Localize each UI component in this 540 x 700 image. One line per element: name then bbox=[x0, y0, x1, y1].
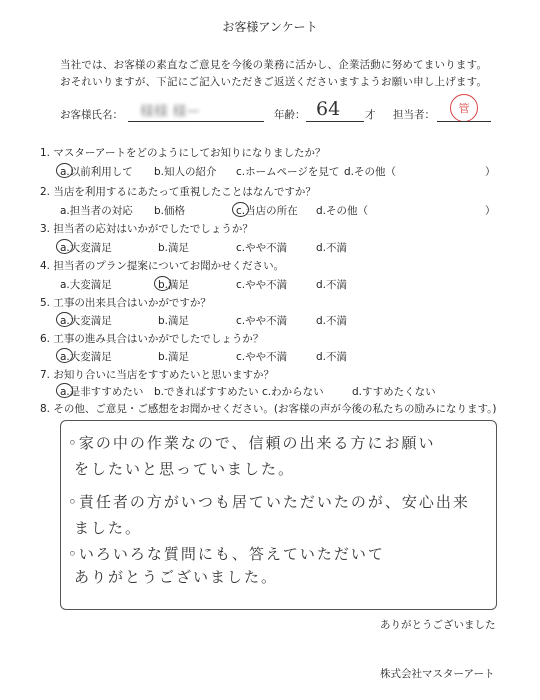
q6-option-b[interactable]: b.満足 bbox=[158, 351, 190, 363]
q6-option-c[interactable]: c.やや不満 bbox=[236, 351, 288, 363]
q1-option-d[interactable]: d.その他（ bbox=[344, 166, 397, 178]
comment-line-2: をしたいと思っていました。 bbox=[74, 460, 296, 478]
comment-line-6: ありがとうございました。 bbox=[74, 568, 279, 586]
comment-line-1: ◦家の中の作業なので、信頼の出来る方にお願い bbox=[68, 434, 436, 452]
q1-closing-paren: ） bbox=[485, 166, 496, 178]
q1-option-c[interactable]: c.ホームページを見て bbox=[236, 166, 340, 178]
q4-option-c[interactable]: c.やや不満 bbox=[236, 279, 288, 291]
q2-option-d[interactable]: d.その他（ bbox=[316, 205, 369, 217]
question-8: 8. その他、ご意見・ご感想をお聞かせください。(お客様の声が今後の私たちの励みになります。) bbox=[40, 403, 497, 415]
q3-option-b[interactable]: b.満足 bbox=[158, 242, 190, 254]
q2-closing-paren: ） bbox=[485, 205, 496, 217]
survey-title: お客様アンケート bbox=[222, 20, 318, 34]
q5-option-a[interactable]: a.大変満足 bbox=[60, 315, 112, 327]
question-1: 1. マスターアートをどのようにしてお知りになりましたか？ bbox=[40, 147, 326, 159]
staff-label: 担当者： bbox=[393, 109, 435, 121]
q3-option-c[interactable]: c.やや不満 bbox=[236, 242, 288, 254]
q3-option-a[interactable]: a.大変満足 bbox=[60, 242, 112, 254]
age-value: 64 bbox=[316, 98, 341, 120]
q2-option-b[interactable]: b.価格 bbox=[154, 205, 186, 217]
age-label: 年齢： bbox=[274, 109, 306, 121]
q6-selection-circle bbox=[56, 348, 73, 363]
q3-option-d[interactable]: d.不満 bbox=[316, 242, 348, 254]
q6-option-a[interactable]: a.大変満足 bbox=[60, 351, 112, 363]
customer-name-label: お客様氏名： bbox=[60, 109, 123, 121]
comment-line-4: ました。 bbox=[74, 519, 143, 537]
intro-line-1: 当社では、お客様の素直なご意見を今後の業務に活かし、企業活動に努めてまいります。 bbox=[60, 59, 488, 71]
age-unit: 才 bbox=[365, 109, 376, 121]
q5-option-c[interactable]: c.やや不満 bbox=[236, 315, 288, 327]
question-4: 4. 担当者のプラン提案についてお聞かせください。 bbox=[40, 260, 285, 272]
question-3: 3. 担当者の応対はいかがでしたでしょうか？ bbox=[40, 223, 253, 235]
q2-option-a[interactable]: a.担当者の対応 bbox=[60, 205, 133, 217]
q4-option-b[interactable]: b.満足 bbox=[158, 279, 190, 291]
q7-option-d[interactable]: d.すすめたくない bbox=[352, 386, 436, 398]
question-2: 2. 当店を利用するにあたって重視したことはなんですか？ bbox=[40, 186, 316, 198]
q7-option-b[interactable]: b.できればすすめたい bbox=[154, 386, 259, 398]
thanks-text: ありがとうございました bbox=[380, 619, 496, 631]
question-6: 6. 工事の進み具合はいかがでしたでしょうか？ bbox=[40, 333, 264, 345]
q7-selection-circle bbox=[56, 383, 73, 398]
q7-option-c[interactable]: c.わからない bbox=[262, 386, 324, 398]
q1-option-a[interactable]: a.以前利用して bbox=[60, 166, 133, 178]
comment-line-5: ◦いろいろな質問にも、答えていただいて bbox=[68, 545, 385, 563]
customer-name-value: 様様 様ー bbox=[140, 104, 201, 120]
q1-option-b[interactable]: b.知人の紹介 bbox=[154, 166, 217, 178]
q3-selection-circle bbox=[56, 239, 73, 254]
q4-selection-circle bbox=[154, 276, 171, 291]
question-5: 5. 工事の出来具合はいかがですか？ bbox=[40, 297, 211, 309]
q4-option-d[interactable]: d.不満 bbox=[316, 279, 348, 291]
q5-option-d[interactable]: d.不満 bbox=[316, 315, 348, 327]
q4-option-a[interactable]: a.大変満足 bbox=[60, 279, 112, 291]
intro-line-2: おそれいりますが、下記にご記入いただきご返送くださいますようお願い申し上げます。 bbox=[60, 76, 488, 88]
q7-option-a[interactable]: a.是非すすめたい bbox=[60, 386, 144, 398]
q1-selection-circle bbox=[56, 163, 73, 178]
company-name: 株式会社マスターアート bbox=[380, 668, 495, 680]
q2-option-c[interactable]: c.当店の所在 bbox=[236, 205, 298, 217]
staff-stamp: 管 bbox=[450, 94, 478, 122]
comment-line-3: ◦責任者の方がいつも居ていただいたのが、安心出来 bbox=[68, 493, 470, 511]
question-7: 7. お知り合いに当店をすすめたいと思いますか？ bbox=[40, 369, 274, 381]
q5-selection-circle bbox=[56, 312, 73, 327]
q2-selection-circle bbox=[232, 202, 249, 217]
q5-option-b[interactable]: b.満足 bbox=[158, 315, 190, 327]
q6-option-d[interactable]: d.不満 bbox=[316, 351, 348, 363]
